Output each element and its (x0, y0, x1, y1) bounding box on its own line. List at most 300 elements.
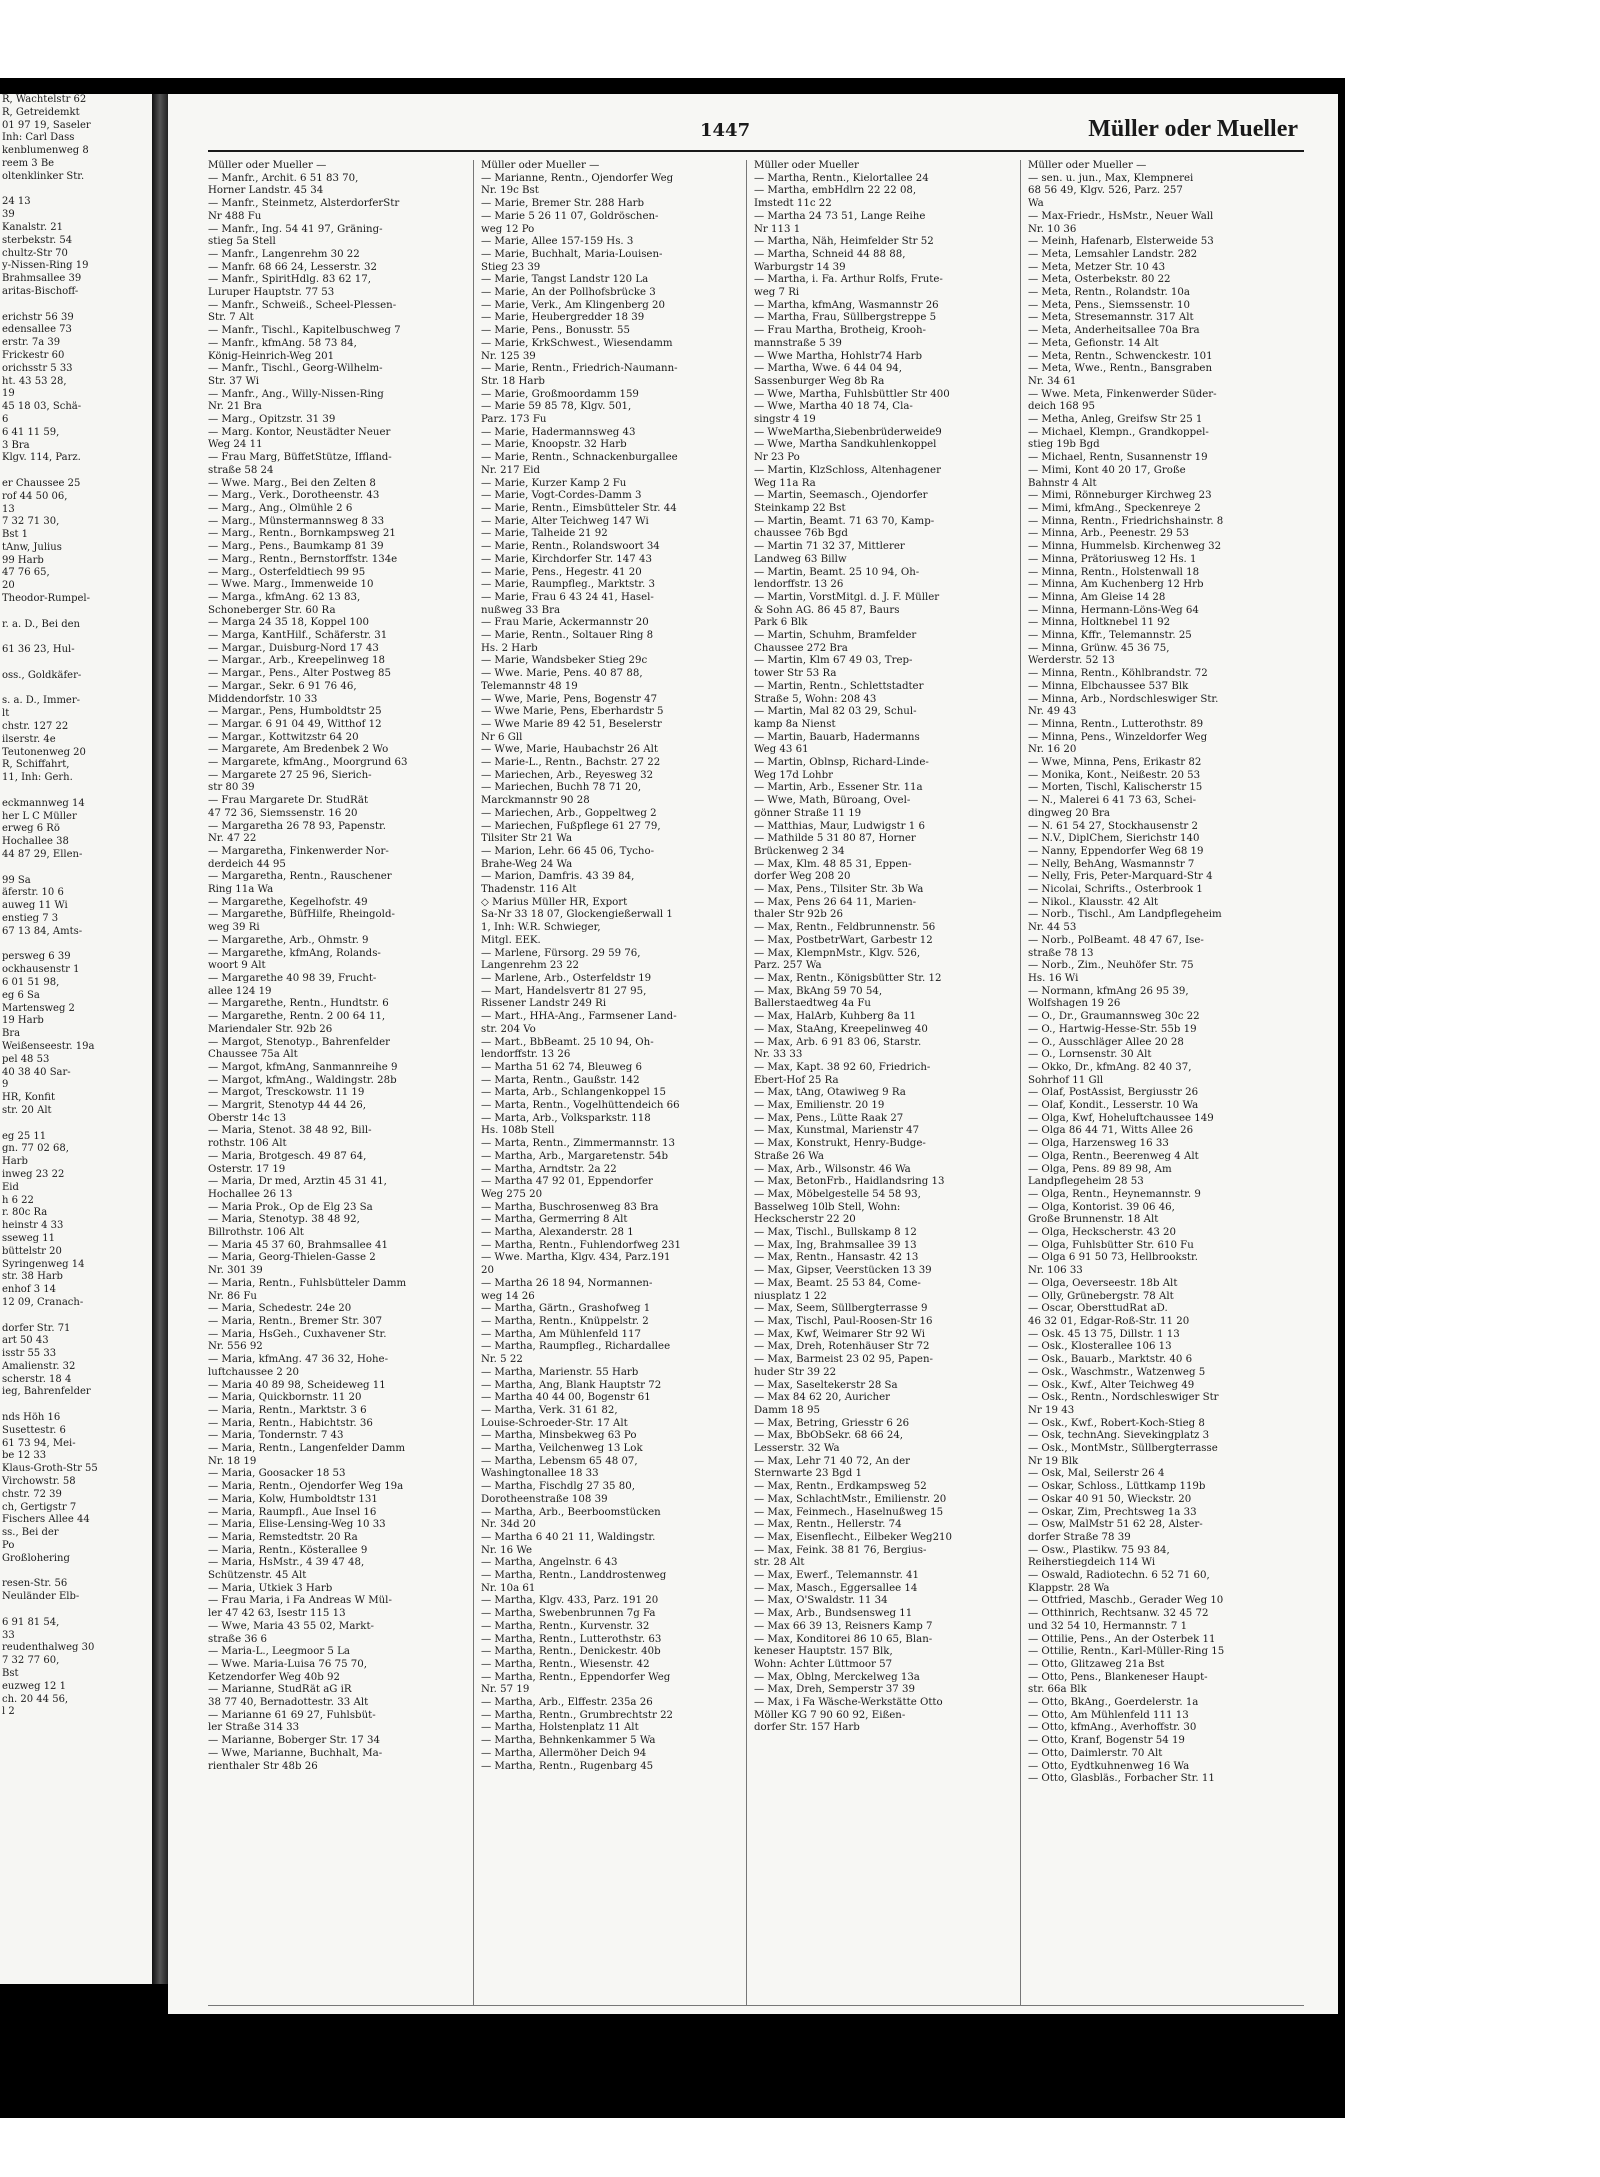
directory-entry-line: — Marianne, StudRät aG iR (208, 1684, 352, 1696)
left-page-line: 9 (2, 1079, 9, 1091)
directory-entry-line: — Martha, Rentn., Lutterothstr. 63 (481, 1633, 662, 1645)
directory-entry-line: — Minna, Pens., Winzeldorfer Weg (1028, 731, 1208, 743)
directory-entry-line: & Sohn AG. 86 45 87, Baurs (754, 604, 900, 616)
directory-entry-line: — Wwe. Marg., Immenweide 10 (208, 579, 374, 591)
directory-entry-line: — Norb., Zim., Neuhöfer Str. 75 (1028, 960, 1194, 972)
directory-entry-line: — Frau Marie, Ackermannstr 20 (481, 617, 649, 629)
directory-entry-line: — Okko, Dr., kfmAng. 82 40 37, (1028, 1061, 1192, 1073)
directory-entry-line: — Martha 26 18 94, Normannen- (481, 1277, 653, 1289)
directory-entry-line: Nr. 217 Eid (481, 464, 541, 476)
directory-entry-line: — N., Malerei 6 41 73 63, Schei- (1028, 795, 1197, 807)
directory-entry-line: — Marie, Allee 157-159 Hs. 3 (481, 236, 634, 248)
left-page-line: Amalienstr. 32 (2, 1360, 76, 1372)
directory-entry-line: — Oscar, ObersttudRat aD. (1028, 1303, 1168, 1315)
left-page-line: chstr. 127 22 (2, 721, 69, 733)
directory-entry-line: — Martha, Germerring 8 Alt (481, 1214, 628, 1226)
directory-entry-line: — Max, Arb., Bundsensweg 11 (754, 1608, 913, 1620)
directory-entry-line: Straße 26 Wa (754, 1150, 824, 1162)
left-page-line: ht. 43 53 28, (2, 375, 67, 387)
directory-entry-line: und 32 54 10, Hermannstr. 7 1 (1028, 1620, 1188, 1632)
directory-entry-line: Werderstr. 52 13 (1028, 655, 1115, 667)
directory-entry-line: — Nelly, Fris, Peter-Marquard-Str 4 (1028, 871, 1213, 883)
directory-entry-line: — Mariechen, Fußpflege 61 27 79, (481, 820, 661, 832)
directory-entry-line: — Margar., Pens., Alter Postweg 85 (208, 668, 392, 680)
directory-entry-line: — Maria, Rentn., Habichtstr. 36 (208, 1417, 373, 1429)
directory-entry-line: Imstedt 11c 22 (754, 198, 832, 210)
directory-entry-line: Wa (1028, 198, 1044, 210)
directory-entry-line: — Olga, Kwf, Hoheluftchaussee 149 (1028, 1112, 1214, 1124)
directory-entry-line: Stieg 23 39 (481, 261, 541, 273)
directory-entry-line: Damm 18 95 (754, 1404, 820, 1416)
directory-entry-line: — Maria, Stenot. 38 48 92, Bill- (208, 1125, 372, 1137)
directory-entry-line: — Martha, Angelnstr. 6 43 (481, 1557, 618, 1569)
directory-entry-line: — Osk., Waschmstr., Watzenweg 5 (1028, 1366, 1206, 1378)
directory-entry-line: — Marion, Lehr. 66 45 06, Tycho- (481, 845, 655, 857)
directory-entry-line: — Marie, Buchhalt, Maria-Louisen- (481, 248, 663, 260)
directory-entry-line: — Meta, Lemsahler Landstr. 282 (1028, 248, 1198, 260)
directory-column-1 (208, 160, 473, 1773)
directory-entry-line: — Martin, Beamt. 25 10 94, Oh- (754, 566, 920, 578)
left-page-line: R, Getreidemkt (2, 106, 80, 118)
directory-entry-line: — Oskar, Zim, Prechtsweg 1a 33 (1028, 1506, 1197, 1518)
directory-entry-line: Weg 43 61 (754, 744, 809, 756)
directory-entry-line: — Max, Arb. 6 91 83 06, Starstr. (754, 1036, 922, 1048)
directory-entry-line: — Margot, Tresckowstr. 11 19 (208, 1087, 365, 1099)
directory-entry-line: — Osk., Klosterallee 106 13 (1028, 1341, 1172, 1353)
directory-entry-line: Nr 6 Gll (481, 731, 523, 743)
directory-entry-line: Nr. 34 61 (1028, 375, 1077, 387)
directory-entry-line: — Minna, Grünw. 45 36 75, (1028, 642, 1170, 654)
directory-entry-line: — Manfr., SpiritHdlg. 83 62 17, (208, 274, 371, 286)
directory-entry-line: nußweg 33 Bra (481, 604, 561, 616)
directory-entry-line: — Marlene, Fürsorg. 29 59 76, (481, 947, 641, 959)
directory-entry-line: — Olga, Heckscherstr. 43 20 (1028, 1227, 1177, 1239)
directory-entry-line: — Maria, Tondernstr. 7 43 (208, 1430, 344, 1442)
directory-entry-line: Park 6 Blk (754, 617, 808, 629)
directory-entry-line: — Max, PostbetrWart, Garbestr 12 (754, 934, 933, 946)
directory-entry-line: — Marlene, Arb., Osterfeldstr 19 (481, 973, 652, 984)
left-page-line: reem 3 Be (2, 157, 55, 169)
directory-entry-line: Große Brunnenstr. 18 Alt (1028, 1214, 1159, 1226)
directory-entry-line: — Marg., Pens., Baumkamp 81 39 (208, 541, 384, 553)
directory-entry-line: — Max, Barmeist 23 02 95, Papen- (754, 1354, 933, 1366)
left-page-line: 99 Sa (2, 874, 31, 886)
left-page-line: ilserstr. 4e (2, 733, 56, 745)
directory-entry-line: — Martha, Allermöher Deich 94 (481, 1747, 647, 1759)
left-page-line: 7 32 77 60, (2, 1655, 60, 1667)
left-page-line: 99 Harb (2, 554, 44, 566)
directory-entry-line: Luruper Hauptstr. 77 53 (208, 287, 335, 299)
directory-entry-line: — Minna, Rentn., Holstenwall 18 (1028, 566, 1200, 578)
directory-entry-line: — Marie 59 85 78, Klgv. 501, (481, 401, 632, 413)
directory-entry-line: — Marie, Verk., Am Klingenberg 20 (481, 299, 665, 311)
directory-entry-line: Nr. 34d 20 (481, 1519, 536, 1531)
directory-entry-line: — Martin, KlzSchloss, Altenhagener (754, 464, 941, 476)
directory-entry-line: 20 (481, 1265, 494, 1277)
directory-entry-line: — Max, O'Swaldstr. 11 34 (754, 1595, 888, 1607)
left-page-line: ss., Bei der (2, 1527, 59, 1539)
directory-entry-line: — Minna, Am Kuchenberg 12 Hrb (1028, 579, 1204, 591)
directory-entry-line: — Max, Möbelgestelle 54 58 93, (754, 1188, 921, 1200)
directory-entry-line: dorfer Straße 78 39 (1028, 1531, 1131, 1543)
directory-entry-line: — Ottilie, Pens., An der Osterbek 11 (1028, 1633, 1216, 1645)
directory-entry-line: — Martin, VorstMitgl. d. J. F. Müller (754, 591, 940, 603)
left-page-line (0, 683, 152, 696)
directory-entry-line: — Marg., Münstermannsweg 8 33 (208, 515, 385, 527)
directory-entry-line: — Martha, Fischdlg 27 35 80, (481, 1481, 635, 1493)
left-page-line: oss., Goldkäfer- (2, 669, 82, 681)
directory-entry-line: 68 56 49, Klgv. 526, Parz. 257 (1028, 185, 1183, 197)
directory-entry-line: — Marta, Rentn., Zimmermannstr. 13 (481, 1138, 675, 1150)
left-page-line: r. 80c Ra (2, 1207, 48, 1219)
directory-entry-line: Nr. 556 92 (208, 1341, 263, 1353)
directory-entry-line: — Martha, Rentn., Knüppelstr. 2 (481, 1315, 649, 1327)
directory-entry-line: — Wwe Martha, Hohlstr74 Harb (754, 350, 923, 362)
directory-entry-line: — Monika, Kont., Neißestr. 20 53 (1028, 769, 1201, 781)
directory-entry-line: Nr. 125 39 (481, 350, 536, 362)
directory-entry-line: — Martha, Buschrosenweg 83 Bra (481, 1201, 659, 1213)
directory-entry-line: — Otto, Kranf, Bogenstr 54 19 (1028, 1735, 1185, 1747)
left-page-line: Virchowstr. 58 (2, 1476, 76, 1488)
directory-entry-line: — Osk., Rentn., Nordschleswiger Str (1028, 1392, 1219, 1404)
directory-entry-line: — Osw, MalMstr 51 62 28, Alster- (1028, 1519, 1203, 1531)
directory-entry-line: Str. 7 Alt (208, 312, 254, 324)
directory-entry-line: — Minna, Rentn., Köhlbrandstr. 72 (1028, 668, 1208, 680)
directory-entry-line: Dorotheenstraße 108 39 (481, 1493, 608, 1505)
directory-entry-line: — Manfr., Steinmetz, AlsterdorferStr (208, 198, 400, 210)
directory-entry-line: Nr 113 1 (754, 223, 801, 235)
directory-entry-line: — Martin, Schuhm, Bramfelder (754, 630, 917, 642)
left-page-line: 19 (2, 388, 15, 400)
directory-entry-line: — Marie, Alter Teichweg 147 Wi (481, 515, 649, 527)
left-page-line: 61 73 94, Mei- (2, 1437, 76, 1449)
directory-entry-line: — Max, Feinmech., Haselnußweg 15 (754, 1506, 944, 1518)
column-separator (1020, 160, 1021, 2005)
directory-entry-line: — Wwe, Maria 43 55 02, Markt- (208, 1620, 374, 1632)
directory-entry-line: — Max, Beamt. 25 53 84, Come- (754, 1277, 921, 1289)
directory-entry-line: — Martin, Arb., Essener Str. 11a (754, 782, 923, 794)
directory-entry-line: — Martha, Marienstr. 55 Harb (481, 1366, 639, 1378)
directory-entry-line: Müller oder Mueller — (1028, 160, 1147, 171)
directory-entry-line: — Marie, Rentn., Eimsbütteler Str. 44 (481, 502, 677, 514)
directory-entry-line: — Minna, Arb., Peenestr. 29 53 (1028, 528, 1190, 540)
directory-entry-line: Osterstr. 17 19 (208, 1163, 286, 1175)
directory-entry-line: — Norb., Tischl., Am Landpflegeheim (1028, 909, 1222, 921)
directory-entry-line: Nr. 16 20 (1028, 744, 1077, 756)
directory-entry-line: — Marie, Großmoordamm 159 (481, 388, 639, 400)
directory-entry-line: — Martin, Oblnsp, Richard-Linde- (754, 757, 929, 769)
directory-entry-line: Klappstr. 28 Wa (1028, 1582, 1110, 1594)
directory-entry-line: — Martha 51 62 74, Bleuweg 6 (481, 1061, 642, 1073)
directory-entry-line: — O., Lornsenstr. 30 Alt (1028, 1049, 1152, 1061)
directory-entry-line: — Marta, Arb., Schlangenkoppel 15 (481, 1087, 666, 1099)
directory-entry-line: — Max, Feink. 38 81 76, Bergius- (754, 1544, 927, 1556)
directory-entry-line: Nr. 10 36 (1028, 223, 1077, 235)
directory-entry-line: Ballerstaedtweg 4a Fu (754, 998, 871, 1010)
directory-entry-line: Mitgl. EEK. (481, 934, 541, 946)
directory-entry-line: tower Str 53 Ra (754, 668, 837, 680)
directory-entry-line: — Margarethe, BüfHilfe, Rheingold- (208, 909, 395, 921)
directory-entry-line: weg 12 Po (481, 223, 535, 235)
directory-entry-line: — Martha, Rentn., Wiesenstr. 42 (481, 1658, 650, 1670)
directory-entry-line: — WweMartha,Siebenbrüderweide9 (754, 426, 942, 438)
directory-entry-line: kamp 8a Nienst (754, 718, 836, 730)
directory-entry-line: — Normann, kfmAng 26 95 39, (1028, 985, 1189, 997)
left-page-line: Frickestr 60 (2, 349, 65, 361)
directory-entry-line: — Meta, Wwe., Rentn., Bansgraben (1028, 363, 1213, 375)
directory-entry-line: — Martha, Rentn., Eppendorfer Weg (481, 1671, 671, 1683)
directory-entry-line: Chaussee 75a Alt (208, 1049, 298, 1061)
directory-entry-line: Hs. 16 Wi (1028, 973, 1079, 984)
directory-entry-line: — Osk, technAng. Sievekingplatz 3 (1028, 1430, 1210, 1442)
directory-entry-line: — Mathilde 5 31 80 87, Horner (754, 833, 916, 845)
directory-entry-line: ◇ Marius Müller HR, Export (481, 896, 628, 908)
directory-entry-line: — Max, Lehr 71 40 72, An der (754, 1455, 911, 1467)
directory-entry-line: Schoneberger Str. 60 Ra (208, 604, 336, 616)
left-page-line: Teutonenweg 20 (2, 746, 86, 758)
directory-entry-line: — Maria, Remstedtstr. 20 Ra (208, 1531, 358, 1543)
left-page-line: lt (2, 708, 10, 720)
directory-entry-line: — Frau Margarete Dr. StudRät (208, 795, 369, 807)
directory-entry-line: Horner Landstr. 45 34 (208, 185, 324, 197)
directory-entry-line: straße 36 6 (208, 1633, 268, 1645)
left-page-line: eg 25 11 (2, 1130, 47, 1142)
left-page-line: enstieg 7 3 (2, 913, 59, 924)
directory-entry-line: Rissener Landstr 249 Ri (481, 998, 607, 1010)
directory-entry-line: — Minna, Hermann-Löns-Weg 64 (1028, 604, 1199, 616)
left-page-line (0, 465, 152, 478)
left-page-line: Bra (2, 1028, 21, 1040)
left-page-line: eckmannweg 14 (2, 797, 85, 809)
directory-entry-line: Landweg 63 Billw (754, 553, 847, 565)
directory-entry-line: — Margarethe 40 98 39, Frucht- (208, 973, 377, 984)
directory-entry-line: — Oskar, Schloss., Lüttkamp 119b (1028, 1481, 1206, 1493)
directory-entry-line: — Minna, Rentn., Lutterothstr. 89 (1028, 718, 1204, 730)
directory-entry-line: König-Heinrich-Weg 201 (208, 350, 335, 362)
directory-entry-line: Washingtonallee 18 33 (481, 1468, 599, 1480)
left-page-line: ockhausenstr 1 (2, 964, 80, 976)
directory-column-4 (1028, 160, 1293, 1786)
directory-entry-line: Landpflegeheim 28 53 (1028, 1176, 1144, 1188)
left-page-line: Inh: Carl Dass (2, 132, 75, 144)
directory-page (168, 94, 1338, 2014)
directory-entry-line: — Max, Rentn., Feldbrunnenstr. 56 (754, 922, 936, 934)
directory-entry-line: — Marga, KantHilf., Schäferstr. 31 (208, 630, 388, 642)
directory-entry-line: — Olga, Rentn., Heynemannstr. 9 (1028, 1188, 1201, 1200)
directory-entry-line: — Meta, Rentn., Schwenckestr. 101 (1028, 350, 1213, 362)
directory-entry-line: — Otto, kfmAng., Averhoffstr. 30 (1028, 1722, 1197, 1734)
directory-entry-line: Nr. 21 Bra (208, 401, 262, 413)
directory-entry-line: — Marie, KrkSchwest., Wiesendamm (481, 337, 673, 349)
directory-entry-line: — Martin, Seemasch., Ojendorfer (754, 490, 928, 502)
directory-entry-line: Middendorfstr. 10 33 (208, 693, 318, 705)
left-page-line (0, 1604, 152, 1617)
directory-entry-line: Weg 17d Lohbr (754, 769, 834, 781)
directory-entry-line: — Max, Oblng, Merckelweg 13a (754, 1671, 920, 1683)
header-rule (208, 150, 1304, 152)
directory-entry-line: — Max, Dreh, Semperstr 37 39 (754, 1684, 915, 1696)
directory-entry-line: keneser Hauptstr. 157 Blk, (754, 1646, 893, 1658)
book-gutter (152, 94, 168, 1984)
directory-entry-line: — Wwe, Math, Büroang, Ovel- (754, 795, 911, 807)
directory-entry-line: — Margarethe, Rentn. 2 00 64 11, (208, 1011, 386, 1023)
directory-entry-line: — Max, Seem, Süllbergterrasse 9 (754, 1303, 928, 1315)
directory-entry-line: — Martha, Verk. 31 61 82, (481, 1404, 618, 1416)
directory-entry-line: — Max, Arb., Wilsonstr. 46 Wa (754, 1163, 911, 1175)
directory-entry-line: — Maria, Rentn., Ojendorfer Weg 19a (208, 1481, 404, 1493)
directory-entry-line: — Martha, Raumpfleg., Richardallee (481, 1341, 671, 1353)
directory-entry-line: — Wwe. Marie, Pens. 40 87 88, (481, 668, 643, 680)
directory-entry-line: — Maria, Utkiek 3 Harb (208, 1582, 333, 1594)
directory-entry-line: str. 204 Vo (481, 1023, 536, 1035)
directory-entry-line: — Wwe Marie, Pens, Eberhardstr 5 (481, 706, 664, 718)
directory-entry-line: Nr. 5 22 (481, 1354, 523, 1366)
directory-entry-line: Str. 18 Harb (481, 375, 545, 387)
directory-entry-line: — Mimi, kfmAng., Speckenreye 2 (1028, 502, 1201, 514)
directory-entry-line: — Martha, Arb., Elffestr. 235a 26 (481, 1697, 653, 1709)
left-page-line: dorfer Str. 71 (2, 1322, 71, 1334)
left-page-line: 01 97 19, Saseler (2, 119, 91, 131)
directory-entry-line: — Max, Rentn., Königsbütter Str. 12 (754, 973, 942, 984)
left-page-line: gn. 77 02 68, (2, 1143, 69, 1155)
directory-entry-line: Sohrhof 11 Gll (1028, 1074, 1104, 1086)
directory-entry-line: ler Straße 314 33 (208, 1722, 300, 1734)
directory-entry-line: Telemannstr 48 19 (481, 680, 578, 692)
directory-entry-line: — Max 84 62 20, Auricher (754, 1392, 890, 1404)
directory-entry-line: — Marie, Tangst Landstr 120 La (481, 274, 649, 286)
directory-entry-line: Ebert-Hof 25 Ra (754, 1074, 839, 1086)
directory-entry-line: — Max, Klm. 48 85 31, Eppen- (754, 858, 912, 870)
directory-entry-line: Nr. 33 33 (754, 1049, 803, 1061)
directory-entry-line: — Ottilie, Rentn., Karl-Müller-Ring 15 (1028, 1646, 1225, 1658)
directory-entry-line: — Maria, Elise-Lensing-Weg 10 33 (208, 1519, 386, 1531)
directory-entry-line: Steinkamp 22 Bst (754, 502, 846, 514)
directory-entry-line: — Max, i Fa Wäsche-Werkstätte Otto (754, 1697, 943, 1709)
directory-entry-line: deich 168 95 (1028, 401, 1095, 413)
directory-entry-line: 46 32 01, Edgar-Roß-Str. 11 20 (1028, 1315, 1190, 1327)
left-page-line: ch, Gertigstr 7 (2, 1501, 77, 1513)
left-page-line: 19 Harb (2, 1015, 44, 1027)
left-page-line: erweg 6 Rö (2, 823, 60, 835)
directory-entry-line: — Olaf, Kondit., Lesserstr. 10 Wa (1028, 1100, 1199, 1112)
directory-entry-line: Nr. 49 43 (1028, 706, 1077, 718)
directory-entry-line: — Minna, Elbchaussee 537 Blk (1028, 680, 1189, 692)
directory-entry-line: Warburgstr 14 39 (754, 261, 846, 273)
directory-entry-line: Müller oder Mueller — (208, 160, 327, 171)
directory-entry-line: derdeich 44 95 (208, 858, 286, 870)
directory-entry-line: Nr. 106 33 (1028, 1265, 1083, 1277)
left-page-line: 61 36 23, Hul- (2, 644, 75, 656)
left-page-line: Syringenweg 14 (2, 1258, 85, 1270)
directory-entry-line: — Marie, Rentn., Schnackenburgallee (481, 452, 678, 464)
left-page-line: Großlohering (2, 1552, 70, 1564)
directory-entry-line: — Minna, Am Gleise 14 28 (1028, 591, 1166, 603)
left-page-line: Weißenseestr. 19a (2, 1040, 95, 1052)
directory-entry-line: 1, Inh: W.R. Schwieger, (481, 922, 601, 934)
directory-entry-line: — Margaretha, Finkenwerder Nor- (208, 845, 389, 857)
directory-entry-line: — Meta, Gefionstr. 14 Alt (1028, 337, 1159, 349)
directory-entry-line: weg 14 26 (481, 1290, 535, 1302)
directory-entry-line: Sassenburger Weg 8b Ra (754, 375, 885, 387)
directory-entry-line: — Marta, Arb., Volksparkstr. 118 (481, 1112, 651, 1124)
left-page-line: euzweg 12 1 (2, 1680, 66, 1692)
left-page-line: HR, Konfit (2, 1092, 55, 1104)
directory-entry-line: — Marie, Kirchdorfer Str. 147 43 (481, 553, 652, 565)
directory-entry-line: — Osw., Plastikw. 75 93 84, (1028, 1544, 1170, 1556)
left-page-line: Bst 1 (2, 529, 29, 541)
directory-entry-line: — Maria, Stenotyp. 38 48 92, (208, 1214, 360, 1226)
directory-entry-line: singstr 4 19 (754, 414, 816, 426)
left-page-line: r. a. D., Bei den (2, 618, 80, 630)
directory-entry-line: — Minna, Hummelsb. Kirchenweg 32 (1028, 541, 1222, 553)
directory-entry-line: — Olga, Oeverseestr. 18b Alt (1028, 1277, 1178, 1289)
left-page-line: Hochallee 38 (2, 836, 69, 848)
directory-entry-line: Weg 11a Ra (754, 477, 816, 489)
directory-entry-line: Nr. 57 19 (481, 1684, 530, 1696)
directory-entry-line: — Wwe, Martha 40 18 74, Cla- (754, 401, 913, 413)
directory-entry-line: — Martha, Minsbekweg 63 Po (481, 1430, 637, 1442)
left-page-line: kenblumenweg 8 (2, 145, 89, 157)
directory-entry-line: Nr. 47 22 (208, 833, 257, 845)
directory-entry-line: — Minna, Prätoriusweg 12 Hs. 1 (1028, 553, 1197, 565)
directory-entry-line: — N. 61 54 27, Stockhausenstr 2 (1028, 820, 1199, 832)
directory-entry-line: — Osk. 45 13 75, Dillstr. 1 13 (1028, 1328, 1180, 1340)
directory-entry-line: — Maria, Rentn., Fuhlsbütteler Damm (208, 1277, 407, 1289)
directory-entry-line: — Martha, Arndtstr. 2a 22 (481, 1163, 617, 1175)
directory-entry-line: Chaussee 272 Bra (754, 642, 848, 654)
directory-entry-line: — Martha, Wwe. 6 44 04 94, (754, 363, 903, 375)
directory-entry-line: — Meta, Pens., Siemssenstr. 10 (1028, 299, 1190, 311)
directory-entry-line: — Max, Pens., Tilsiter Str. 3b Wa (754, 884, 924, 896)
left-page-line: edensallee 73 (2, 324, 72, 336)
directory-entry-line: — Manfr., Ang., Willy-Nissen-Ring (208, 388, 384, 400)
directory-entry-line: — Marion, Damfris. 43 39 84, (481, 871, 635, 883)
directory-entry-line: — Margot, kfmAng., Waldingstr. 28b (208, 1074, 397, 1086)
directory-entry-line: Müller oder Mueller — (481, 160, 600, 171)
page-number: 1447 (700, 120, 751, 141)
directory-entry-line: — Martha, Behnkenkammer 5 Wa (481, 1735, 656, 1747)
left-page-line: str. 20 Alt (2, 1104, 52, 1116)
directory-entry-line: weg 39 Ri (208, 922, 260, 934)
directory-entry-line: Langenrehm 23 22 (481, 960, 580, 972)
directory-entry-line: — Manfr., Langenrehm 30 22 (208, 248, 360, 260)
left-page-line (0, 1310, 152, 1323)
left-page-line: tAnw, Julius (2, 541, 62, 553)
directory-entry-line: Hs. 2 Harb (481, 642, 538, 654)
directory-entry-line: — Olly, Grünebergstr. 78 Alt (1028, 1290, 1174, 1302)
directory-entry-line: huder Str 39 22 (754, 1366, 837, 1378)
directory-entry-line: — Manfr., Tischl., Kapitelbuschweg 7 (208, 325, 401, 337)
left-page-line: be 12 33 (2, 1450, 47, 1462)
directory-entry-line: — Marie-L., Rentn., Bachstr. 27 22 (481, 757, 661, 769)
left-page-line: Susettestr. 6 (2, 1424, 66, 1436)
directory-entry-line: — Manfr., Archit. 6 51 83 70, (208, 172, 359, 184)
directory-entry-line: chaussee 76b Bgd (754, 528, 848, 540)
directory-entry-line: — Margaretha 26 78 93, Papenstr. (208, 820, 386, 832)
directory-entry-line: stieg 5a Stell (208, 236, 276, 248)
directory-entry-line: — Marg., Ang., Olmühle 2 6 (208, 502, 353, 514)
directory-entry-line: — Olga 6 91 50 73, Hellbrookstr. (1028, 1252, 1199, 1264)
directory-entry-line: — Margarete, kfmAng., Moorgrund 63 (208, 757, 408, 769)
left-page-line: art 50 43 (2, 1335, 49, 1347)
directory-entry-line: — Maria, Georg-Thielen-Gasse 2 (208, 1252, 376, 1264)
directory-entry-line: — Martin, Rentn., Schlettstadter (754, 680, 924, 692)
left-page-line (0, 785, 152, 798)
left-page-line: 6 91 81 54, (2, 1616, 60, 1628)
directory-entry-line: — Martha, i. Fa. Arthur Rolfs, Frute- (754, 274, 943, 286)
directory-entry-line: — Maria 40 89 98, Scheideweg 11 (208, 1379, 386, 1391)
directory-entry-line: Ketzendorfer Weg 40b 92 (208, 1671, 340, 1683)
